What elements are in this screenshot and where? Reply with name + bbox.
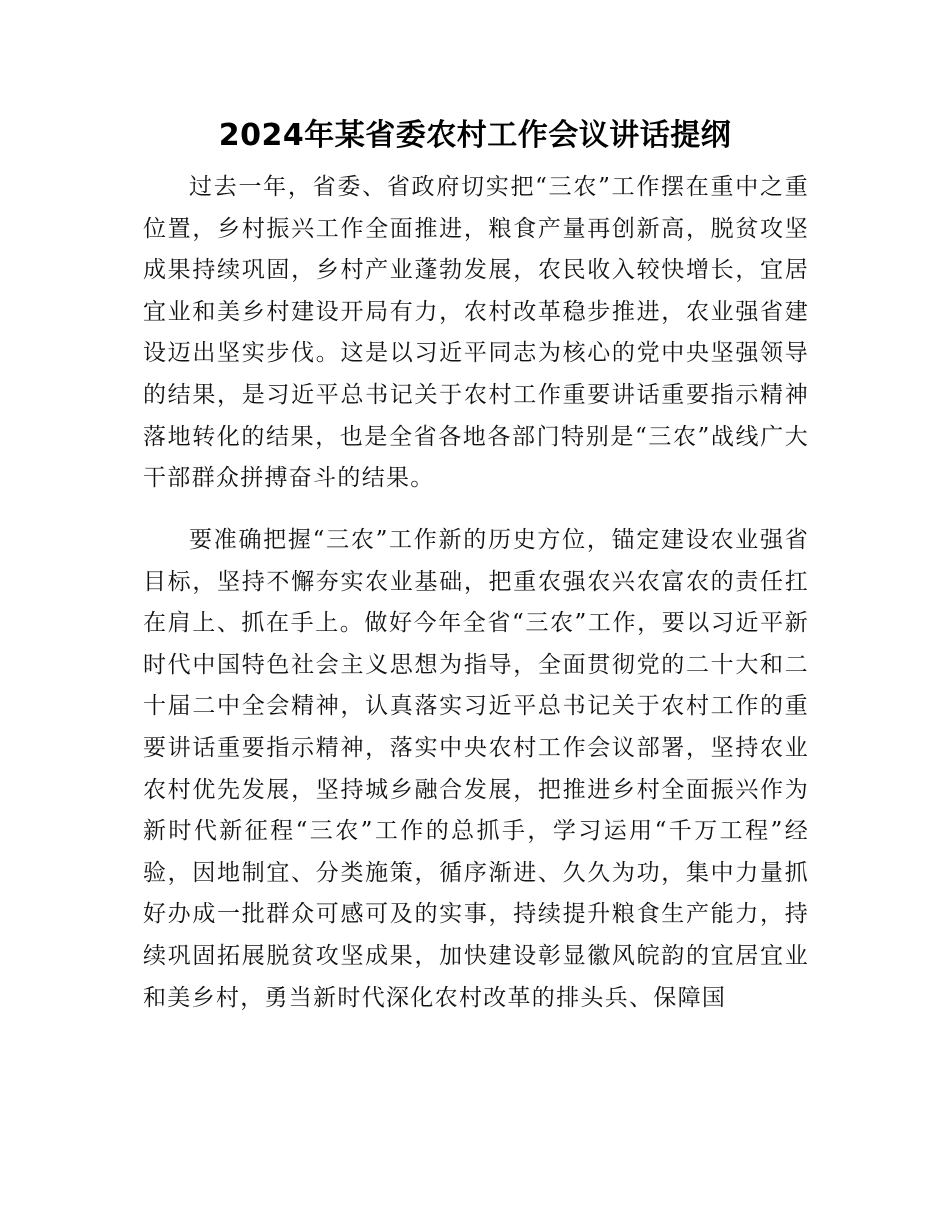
paragraph-2: 要准确把握“三农”工作新的历史方位，锚定建设农业强省目标，坚持不懈夯实农业基础，把重农强农兴农富农的责任扛在肩上、抓在手上。做好今年全省“三农”工作，要以习近平新时代中国特色社会主义思想为指导，全面贯彻党的二十大和二十届二中全会精神，认真落实习近平总书记关于农村工作的重要讲话重要指示精神，落实中央农村工作会议部署，坚持农业农村优先发展，坚持城乡融合发展，把推进乡村全面振兴作为新时代新征程“三农”工作的总抓手，学习运用“千万工程”经验，因地制宜、分类施策，循序渐进、久久为功，集中力量抓好办成一批群众可感可及的实事，持续提升粮食生产能力，持续巩固拓展脱贫攻坚成果，加快建设彰显徽风皖韵的宜居宜业和美乡村，勇当新时代深化农村改革的排头兵、保障国: [143, 527, 809, 1011]
paragraph-1: 过去一年，省委、省政府切实把“三农”工作摆在重中之重位置，乡村振兴工作全面推进，粮食产量再创新高，脱贫攻坚成果持续巩固，乡村产业蓬勃发展，农民收入较快增长，宜居宜业和美乡村建设开局有力，农村改革稳步推进，农业强省建设迈出坚实步伐。这是以习近平同志为核心的党中央坚强领导的结果，是习近平总书记关于农村工作重要讲话重要指示精神落地转化的结果，也是全省各地各部门特别是“三农”战线广大干部群众拼搏奋斗的结果。: [143, 174, 809, 492]
document-title: 2024年某省委农村工作会议讲话提纲: [218, 118, 732, 153]
